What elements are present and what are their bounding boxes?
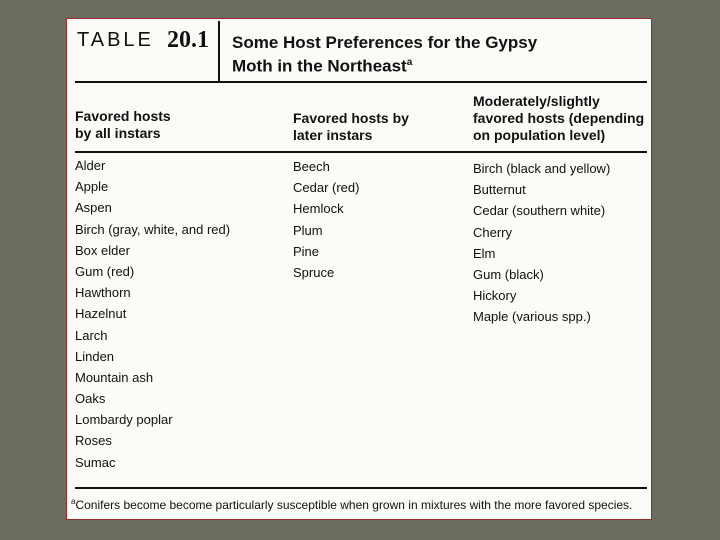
list-item: Alder	[75, 158, 106, 173]
list-item: Plum	[293, 222, 323, 238]
list-item: Elm	[473, 245, 496, 261]
column-header-line: Moderately/slightly	[473, 93, 600, 109]
column-header-line: Favored hosts	[75, 108, 171, 124]
host-list-later-instars	[293, 156, 359, 283]
footnote-text: Conifers become become particularly susceptible when grown in mixtures with the more favored species.	[75, 498, 633, 512]
column-header-line: on population level)	[473, 127, 606, 143]
list-item: Larch	[75, 327, 108, 343]
list-item: Sumac	[75, 454, 116, 470]
header-rule	[75, 151, 647, 153]
table-title-line-2-text: Moth in the Northeast	[232, 56, 407, 76]
list-item: Apple	[75, 179, 109, 195]
list-item: Cedar (southern white)	[473, 203, 606, 219]
table-label: TABLE	[77, 29, 154, 51]
table-number: 20.1	[167, 27, 209, 53]
list-item: Cherry	[473, 224, 513, 240]
title-divider	[218, 21, 220, 81]
list-item: Butternut	[473, 182, 526, 198]
footnote-marker: a	[71, 497, 76, 506]
list-item: Birch (black and yellow)	[473, 161, 611, 176]
list-item: Hickory	[473, 288, 517, 304]
list-item: Cedar (red)	[293, 180, 360, 196]
list-item: Hemlock	[293, 201, 344, 217]
list-item: Beech	[293, 159, 330, 174]
list-item: Linden	[75, 348, 115, 364]
list-item: Box elder	[75, 242, 130, 258]
list-item: Gum (black)	[473, 266, 544, 282]
column-header-line: by all instars	[75, 125, 161, 141]
list-item: Hazelnut	[75, 306, 127, 322]
column-header-later-instars	[293, 110, 463, 144]
list-item: Roses	[75, 433, 112, 449]
document-page	[66, 18, 652, 520]
list-item: Pine	[293, 243, 320, 259]
list-item: Oaks	[75, 391, 106, 407]
column-header-line: favored hosts (depending	[473, 110, 645, 126]
host-list-moderately-favored	[473, 158, 610, 328]
title-footnote-marker: a	[406, 57, 413, 68]
list-item: Hawthorn	[75, 285, 131, 301]
column-header-all-instars	[75, 108, 275, 142]
column-header-line: later instars	[293, 127, 373, 143]
host-list-all-instars	[75, 155, 230, 473]
list-item: Birch (gray, white, and red)	[75, 221, 231, 237]
table-title	[232, 33, 592, 77]
table-title-line-2	[232, 53, 592, 77]
top-rule	[75, 81, 647, 83]
list-item: Aspen	[75, 200, 112, 216]
footer-rule	[75, 487, 647, 489]
list-item: Mountain ash	[75, 369, 154, 385]
list-item: Spruce	[293, 264, 335, 280]
column-header-moderately-favored	[473, 93, 653, 144]
table-title-line-1: Some Host Preferences for the Gypsy	[232, 33, 538, 52]
column-header-line: Favored hosts by	[293, 110, 409, 126]
list-item: Gum (red)	[75, 263, 135, 279]
list-item: Maple (various spp.)	[473, 309, 591, 325]
list-item: Lombardy poplar	[75, 412, 173, 428]
footnote	[71, 497, 632, 512]
